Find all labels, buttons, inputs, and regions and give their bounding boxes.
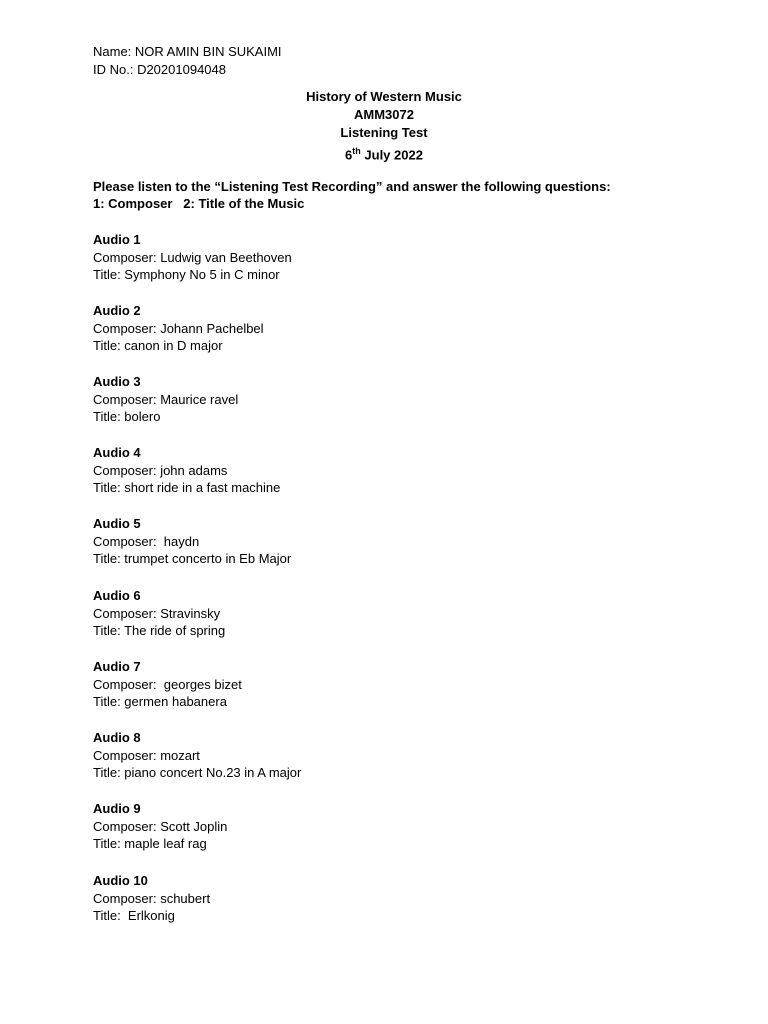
audio-item [93, 658, 242, 711]
audio-title: Title: bolero [93, 409, 161, 425]
date-day: 6 [345, 147, 353, 163]
audio-heading: Audio 5 [93, 516, 141, 531]
audio-title: Title: maple leaf rag [93, 836, 207, 852]
audio-title: Title: canon in D major [93, 338, 223, 354]
student-id: ID No.: D20201094048 [93, 62, 226, 77]
audio-heading: Audio 1 [93, 232, 141, 247]
instruction-line-2: 1: Composer 2: Title of the Music [93, 196, 305, 211]
audio-title: Title: trumpet concerto in Eb Major [93, 551, 292, 567]
course-code: AMM3072 [354, 107, 414, 122]
audio-title: Title: Symphony No 5 in C minor [93, 267, 280, 283]
instruction-line-1: Please listen to the “Listening Test Recording” and answer the following questions: [93, 179, 611, 194]
audio-item [93, 800, 227, 853]
audio-title: Title: piano concert No.23 in A major [93, 765, 302, 781]
student-name: Name: NOR AMIN BIN SUKAIMI [93, 44, 282, 59]
audio-heading: Audio 7 [93, 659, 141, 674]
audio-item [93, 302, 264, 355]
audio-heading: Audio 3 [93, 374, 141, 389]
audio-composer: Composer: Scott Joplin [93, 818, 228, 834]
audio-composer: Composer: haydn [93, 533, 200, 549]
audio-heading: Audio 6 [93, 588, 141, 603]
audio-item [93, 231, 292, 284]
audio-heading: Audio 4 [93, 445, 141, 460]
audio-item [93, 373, 238, 426]
audio-item [93, 729, 301, 782]
audio-composer: Composer: john adams [93, 462, 228, 478]
audio-composer: Composer: georges bizet [93, 676, 242, 692]
audio-composer: Composer: mozart [93, 747, 200, 763]
audio-item [93, 587, 225, 640]
audio-heading: Audio 9 [93, 801, 141, 816]
audio-heading: Audio 10 [93, 873, 148, 888]
date-rest: July 2022 [360, 147, 423, 163]
audio-title: Title: germen habanera [93, 694, 227, 710]
audio-composer: Composer: Stravinsky [93, 605, 221, 621]
audio-heading: Audio 2 [93, 303, 141, 318]
test-date [0, 142, 768, 164]
audio-item [93, 515, 291, 568]
audio-item [93, 872, 210, 925]
course-name: History of Western Music [306, 89, 462, 104]
audio-composer: Composer: schubert [93, 890, 211, 906]
test-name: Listening Test [340, 125, 428, 140]
date-suffix: th [352, 146, 361, 156]
audio-composer: Composer: Johann Pachelbel [93, 320, 264, 336]
audio-title: Title: short ride in a fast machine [93, 480, 281, 496]
audio-title: Title: Erlkonig [93, 908, 175, 924]
audio-composer: Composer: Maurice ravel [93, 391, 239, 407]
audio-composer: Composer: Ludwig van Beethoven [93, 249, 292, 265]
audio-title: Title: The ride of spring [93, 623, 226, 639]
audio-heading: Audio 8 [93, 730, 141, 745]
audio-item [93, 444, 280, 497]
